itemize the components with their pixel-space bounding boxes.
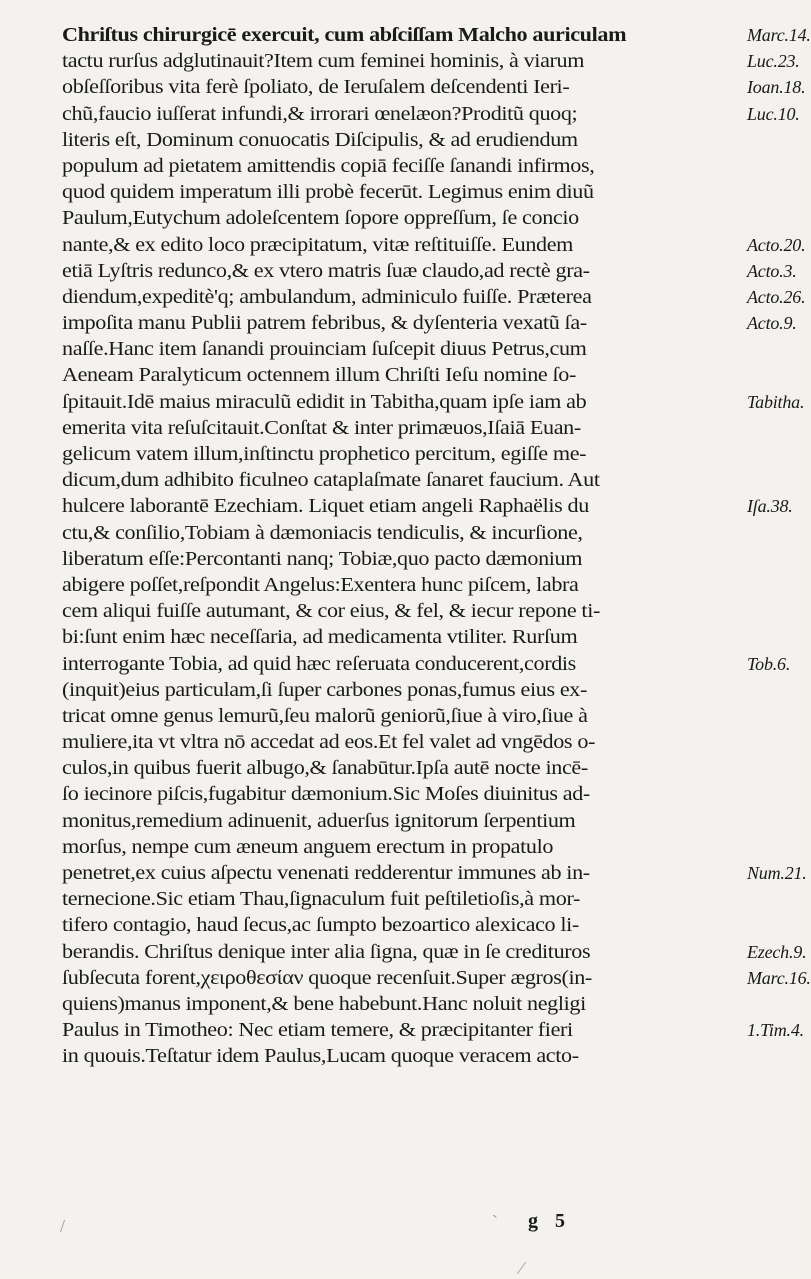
line-text: quod quidem imperatum illi probè fecerūt. Legimus enim diuũ	[62, 181, 594, 204]
text-line	[62, 179, 738, 205]
text-line	[62, 729, 738, 755]
text-line	[62, 362, 738, 388]
line-text: obſeſſoribus vita ferè ſpoliato, de Ieruſalem deſcendenti Ieri-	[62, 76, 570, 99]
text-line	[62, 546, 738, 572]
line-text: liberatum eſſe:Percontanti nanq; Tobiæ,quo pacto dæmonium	[62, 547, 583, 570]
text-line	[62, 22, 811, 48]
margin-reference: Luc.23.	[747, 51, 800, 72]
line-text: (inquit)eius particulam,ſi ſuper carbones ponas,fumus eius ex-	[62, 678, 587, 701]
text-line	[62, 624, 738, 650]
text-line	[62, 520, 738, 546]
margin-reference: Iſa.38.	[747, 496, 793, 517]
text-line	[62, 1017, 804, 1043]
text-line	[62, 651, 791, 677]
line-text: abigere poſſet,reſpondit Angelus:Exentera hunc piſcem, labra	[62, 573, 579, 596]
margin-reference: Tabitha.	[747, 391, 805, 412]
line-text: quiens)manus imponent,& bene habebunt.Hanc noluit negligi	[62, 992, 586, 1015]
margin-reference: Acto.9.	[747, 313, 797, 334]
margin-reference: Ioan.18.	[747, 77, 806, 98]
line-text: muliere,ita vt vltra nō accedat ad eos.Et fel valet ad vngēdos o-	[62, 731, 596, 754]
text-line	[62, 703, 738, 729]
margin-reference: Acto.3.	[747, 260, 797, 281]
line-text: Paulum,Eutychum adoleſcentem ſopore oppreſſum, ſe concio	[62, 207, 579, 230]
text-line	[62, 808, 738, 834]
line-text: Aeneam Paralyticum octennem illum Chriſti Ieſu nomine ſo-	[62, 364, 576, 387]
line-text: tifero contagio, haud ſecus,ac ſumpto bezoartico alexicaco li-	[62, 914, 579, 937]
text-line	[62, 284, 806, 310]
line-text: hulcere laborantē Ezechiam. Liquet etiam angeli Raphaëlis du	[62, 495, 589, 518]
line-text: cem aliqui fuiſſe autumant, & cor eius, & fel, & iecur repone ti-	[62, 600, 600, 623]
text-line	[62, 755, 738, 781]
text-line	[62, 1043, 738, 1069]
line-text: ſo iecinore piſcis,fugabitur dæmonium.Sic Moſes diuinitus ad-	[62, 783, 590, 806]
margin-reference: Marc.14.	[747, 25, 811, 45]
text-line	[62, 886, 738, 912]
line-text: gelicum vatem illum,inſtinctu prophetico percitum, egiſſe me-	[62, 443, 587, 465]
line-text: literis eſt, Dominum conuocatis Diſcipulis, & ad erudiendum	[62, 128, 578, 151]
line-text: emerita vita reſuſcitauit.Conſtat & inter primæuos,Iſaiā Euan-	[62, 416, 581, 439]
text-line	[62, 781, 738, 807]
text-line	[62, 467, 738, 493]
margin-reference: Marc.16.	[747, 967, 811, 988]
line-text: Paulus in Timotheo: Nec etiam temere, & præcipitanter fieri	[62, 1019, 573, 1042]
line-text: chũ,faucio iuſſerat infundi,& irrorari œnelæon?Proditũ quoq;	[62, 102, 578, 125]
text-line	[62, 232, 806, 258]
text-line	[62, 258, 797, 284]
ink-speck: /	[60, 1216, 66, 1236]
text-line	[62, 860, 807, 886]
signature-mark: g 5	[528, 1210, 571, 1232]
line-text: ſpitauit.Idē maius miraculũ edidit in Tabitha,quam ipſe iam ab	[62, 390, 587, 413]
text-line	[62, 74, 806, 100]
line-text: in quouis.Teſtatur idem Paulus,Lucam quoque veracem acto-	[62, 1045, 579, 1068]
line-text: populum ad pietatem amittendis copiā feciſſe ſanandi infirmos,	[62, 154, 595, 177]
line-text: diendum,expeditè'q; ambulandum, adminiculo fuiſſe. Præterea	[62, 285, 592, 308]
line-text: nante,& ex edito loco præcipitatum, vitæ reſtituiſſe. Eundem	[62, 233, 574, 256]
main-text-block	[62, 22, 811, 1070]
line-text: etiā Lyſtris redunco,& ex vtero matris ſuæ claudo,ad rectè gra-	[62, 259, 590, 282]
margin-reference: Acto.26.	[747, 286, 806, 307]
line-text: bi:ſunt enim hæc neceſſaria, ad medicamenta vtiliter. Rurſum	[62, 626, 578, 649]
margin-reference: Tob.6.	[747, 653, 791, 674]
margin-reference: Ezech.9.	[747, 941, 807, 962]
text-line	[62, 991, 738, 1017]
line-text: tricat omne genus lemurũ,ſeu malorũ geniorũ,ſiue à viro,ſiue à	[62, 704, 588, 727]
text-line	[62, 939, 807, 965]
line-text: monitus,remedium adinuenit, aduerſus ignitorum ſerpentium	[62, 809, 576, 832]
line-text: culos,in quibus fuerit albugo,& ſanabūtur.Ipſa autē nocte incē-	[62, 757, 588, 780]
text-line	[62, 834, 738, 860]
text-line	[62, 415, 738, 441]
text-line	[62, 101, 800, 127]
text-line	[62, 153, 738, 179]
line-text: interrogante Tobia, ad quid hæc reſeruata conducerent,cordis	[62, 652, 576, 675]
text-line	[62, 205, 738, 231]
line-text: ternecione.Sic etiam Thau,ſignaculum fuit peſtiletioſis,à mor-	[62, 888, 580, 911]
text-line	[62, 677, 738, 703]
margin-reference: Acto.20.	[747, 234, 806, 255]
text-line	[62, 493, 793, 519]
line-text: penetret,ex cuius aſpectu venenati redderentur immunes ab in-	[62, 862, 590, 884]
line-text: ctu,& conſilio,Tobiam à dæmoniacis tendiculis, & incurſione,	[62, 521, 583, 544]
text-line	[62, 912, 738, 938]
ink-speck: ⁄	[520, 1258, 524, 1278]
line-text: naſſe.Hanc item ſanandi prouinciam ſuſcepit diuus Petrus,cum	[62, 338, 587, 361]
text-line	[62, 572, 738, 598]
text-line	[62, 310, 797, 336]
line-text: berandis. Chriſtus denique inter alia ſigna, quæ in ſe credituros	[62, 940, 591, 963]
line-text: impoſita manu Publii patrem febribus, & dyſenteria vexatũ ſa-	[62, 312, 587, 335]
margin-reference: Luc.10.	[747, 103, 800, 124]
margin-reference: 1.Tim.4.	[747, 1020, 804, 1041]
line-text: dicum,dum adhibito ficulneo cataplaſmate ſanaret faucium. Aut	[62, 469, 600, 492]
margin-reference: Num.21.	[747, 863, 807, 883]
text-line	[62, 965, 811, 991]
text-line	[62, 336, 738, 362]
ink-speck: ˋ	[492, 1212, 498, 1232]
text-line	[62, 441, 738, 467]
line-text: Chriſtus chirurgicē exercuit, cum abſciſſam Malcho auriculam	[62, 24, 627, 46]
text-line	[62, 48, 800, 74]
line-text: tactu rurſus adglutinauit?Item cum feminei hominis, à viarum	[62, 50, 585, 73]
line-text: morſus, nempe cum æneum anguem erectum in propatulo	[62, 835, 554, 858]
text-line	[62, 598, 738, 624]
line-text: ſubſecuta forent,χειροθεσίαν quoque recenſuit.Super ægros(in-	[62, 966, 592, 989]
text-line	[62, 389, 805, 415]
text-line	[62, 127, 738, 153]
